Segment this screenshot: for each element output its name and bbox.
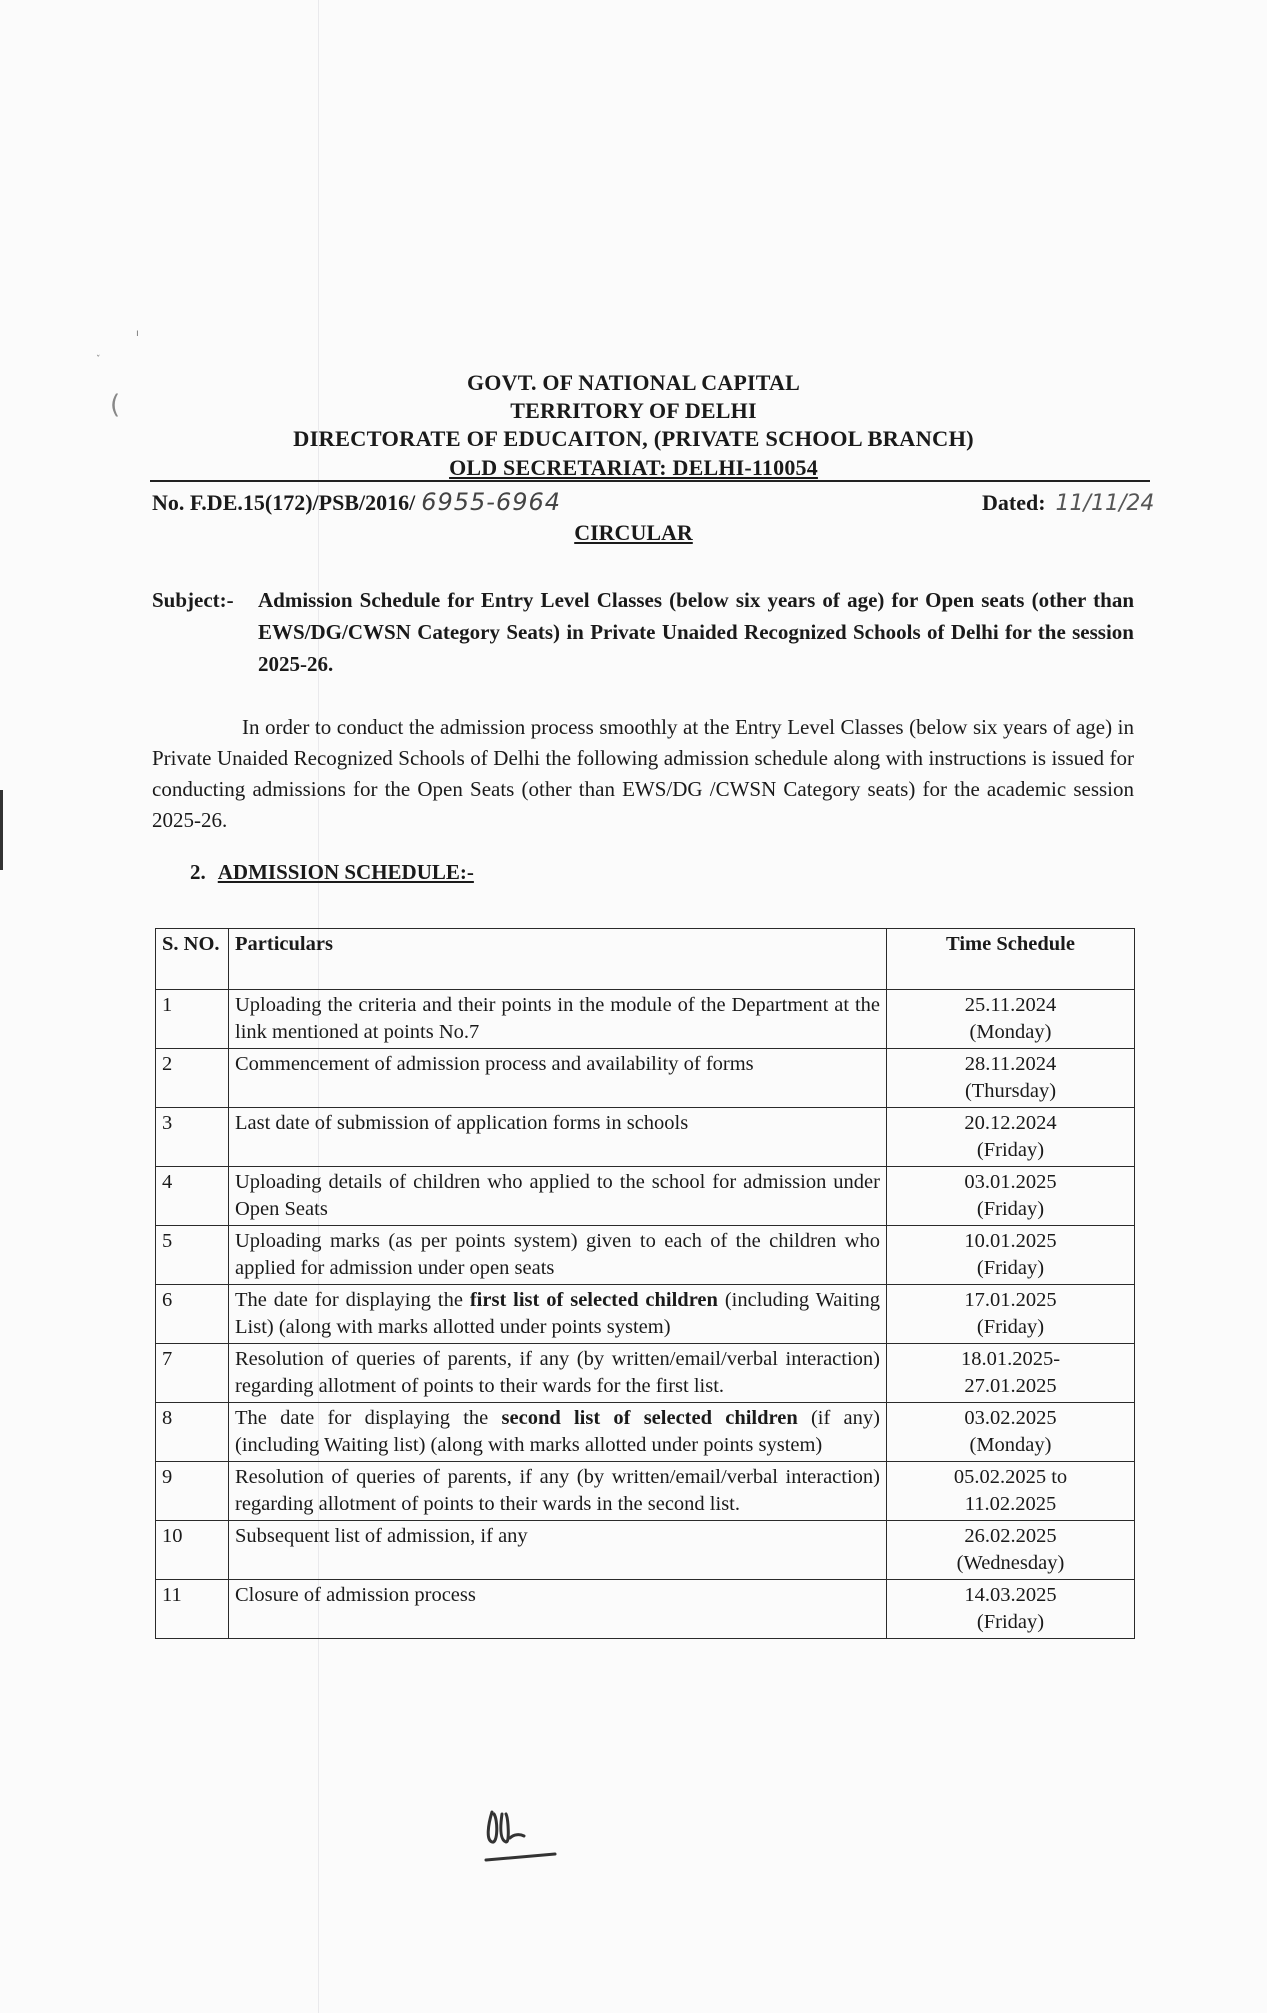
cell-sno: 5 xyxy=(156,1226,229,1285)
table-row xyxy=(156,1462,1135,1521)
subject-label: Subject:- xyxy=(152,588,234,612)
schedule-day: (Friday) xyxy=(976,1316,1045,1338)
particulars-text-cont: (if any) (including Waiting list) (along with marks allotted under points system) xyxy=(235,1407,880,1456)
cell-particulars xyxy=(229,1167,887,1226)
cell-particulars xyxy=(229,1108,887,1167)
header-divider xyxy=(150,480,1150,482)
header-line-territory: TERRITORY OF DELHI xyxy=(510,398,757,423)
schedule-day: (Friday) xyxy=(976,1257,1045,1279)
margin-tick-mark: ı xyxy=(136,328,139,339)
intro-paragraph: In order to conduct the admission process smoothly at the Entry Level Classes (below six years of age) in Private Unaided Recognized Schools of Delhi the following admission schedule along with instructions is issued for conducting admissions for the Open Seats (other than EWS/DG /CWSN Category seats) for the academic session 2025-26. xyxy=(152,715,1134,832)
schedule-date: 14.03.2025 xyxy=(964,1584,1057,1606)
cell-time-schedule xyxy=(887,1580,1135,1639)
header-line-address: OLD SECRETARIAT: DELHI-110054 xyxy=(449,455,818,480)
header-particulars: Particulars xyxy=(229,929,887,990)
cell-particulars xyxy=(229,1462,887,1521)
cell-sno: 7 xyxy=(156,1344,229,1403)
table-row xyxy=(156,1167,1135,1226)
schedule-date: 05.02.2025 to xyxy=(953,1466,1068,1488)
dated-handwritten: 11/11/24 xyxy=(1055,491,1155,516)
table-row xyxy=(156,1580,1135,1639)
dated-label: Dated: xyxy=(982,490,1046,515)
table-header-row xyxy=(156,929,1135,990)
header-line-govt: GOVT. OF NATIONAL CAPITAL xyxy=(467,370,800,395)
schedule-day: (Thursday) xyxy=(964,1080,1057,1102)
header-line-directorate: DIRECTORATE OF EDUCAITON, (PRIVATE SCHOOL BRANCH) xyxy=(293,426,974,451)
section-heading xyxy=(190,860,474,885)
scan-edge-artifact xyxy=(0,790,3,870)
cell-particulars xyxy=(229,1285,887,1344)
cell-time-schedule xyxy=(887,1049,1135,1108)
cell-time-schedule xyxy=(887,1344,1135,1403)
schedule-date: 17.01.2025 xyxy=(964,1289,1057,1311)
margin-bracket-mark: ( xyxy=(110,390,121,420)
admission-schedule-table xyxy=(155,928,1135,1639)
cell-sno: 9 xyxy=(156,1462,229,1521)
section-number: 2. xyxy=(190,860,206,884)
cell-particulars xyxy=(229,1403,887,1462)
schedule-date: 03.01.2025 xyxy=(964,1171,1057,1193)
cell-particulars xyxy=(229,1580,887,1639)
reference-number-handwritten: 6955-6964 xyxy=(421,488,562,516)
particulars-bold-text: second list of selected children xyxy=(501,1407,798,1429)
table-row xyxy=(156,1108,1135,1167)
table-row xyxy=(156,1285,1135,1344)
section-title: ADMISSION SCHEDULE:- xyxy=(217,860,474,884)
cell-sno: 8 xyxy=(156,1403,229,1462)
table-row xyxy=(156,1049,1135,1108)
cell-particulars xyxy=(229,1521,887,1580)
cell-particulars xyxy=(229,990,887,1049)
cell-time-schedule xyxy=(887,1226,1135,1285)
cell-time-schedule xyxy=(887,1285,1135,1344)
schedule-date: 26.02.2025 xyxy=(964,1525,1057,1547)
cell-sno: 10 xyxy=(156,1521,229,1580)
table-row xyxy=(156,1344,1135,1403)
particulars-text: Commencement of admission process and availability of forms xyxy=(235,1053,754,1075)
cell-sno: 1 xyxy=(156,990,229,1049)
cell-time-schedule xyxy=(887,1167,1135,1226)
particulars-text: Resolution of queries of parents, if any (by written/email/verbal interaction) regarding allotment of points to their wards for the first list. xyxy=(235,1348,880,1397)
particulars-text: Closure of admission process xyxy=(235,1584,476,1606)
reference-number-prefix: No. F.DE.15(172)/PSB/2016/ xyxy=(152,490,416,515)
cell-sno: 6 xyxy=(156,1285,229,1344)
particulars-text-cont: (including Waiting List) (along with marks allotted under points system) xyxy=(235,1289,880,1338)
cell-time-schedule xyxy=(887,1462,1135,1521)
cell-particulars xyxy=(229,1226,887,1285)
cell-sno: 2 xyxy=(156,1049,229,1108)
table-row xyxy=(156,1226,1135,1285)
cell-sno: 3 xyxy=(156,1108,229,1167)
schedule-date: 25.11.2024 xyxy=(964,994,1057,1016)
cell-time-schedule xyxy=(887,1108,1135,1167)
schedule-day: (Friday) xyxy=(976,1611,1045,1633)
particulars-text: The date for displaying the xyxy=(235,1407,502,1429)
schedule-date: 03.02.2025 xyxy=(964,1407,1057,1429)
table-row xyxy=(156,1403,1135,1462)
particulars-text: Uploading details of children who applied to the school for admission under Open Seats xyxy=(235,1171,880,1220)
schedule-date: 20.12.2024 xyxy=(964,1112,1057,1134)
schedule-date: 28.11.2024 xyxy=(964,1053,1057,1075)
cell-sno: 4 xyxy=(156,1167,229,1226)
header-time-schedule: Time Schedule xyxy=(887,929,1135,990)
schedule-day: (Monday) xyxy=(969,1021,1052,1043)
cell-particulars xyxy=(229,1049,887,1108)
schedule-day: 11.02.2025 xyxy=(964,1493,1057,1515)
table-row xyxy=(156,990,1135,1049)
cell-sno: 11 xyxy=(156,1580,229,1639)
particulars-text: The date for displaying the xyxy=(235,1289,470,1311)
subject-text: Admission Schedule for Entry Level Classes (below six years of age) for Open seats (other than EWS/DG/CWSN Category Seats) in Private Unaided Recognized Schools of Delhi for the session 2025-26. xyxy=(258,588,1134,676)
cell-time-schedule xyxy=(887,1403,1135,1462)
dated-field xyxy=(982,490,1154,516)
reference-number xyxy=(152,488,561,516)
particulars-bold-text: first list of selected children xyxy=(469,1289,718,1311)
schedule-day: (Wednesday) xyxy=(956,1552,1065,1574)
cell-time-schedule xyxy=(887,1521,1135,1580)
header-sno: S. NO. xyxy=(156,929,229,990)
cell-particulars xyxy=(229,1344,887,1403)
schedule-day: (Friday) xyxy=(976,1139,1045,1161)
circular-title: CIRCULAR xyxy=(574,520,693,545)
schedule-day: (Monday) xyxy=(969,1434,1052,1456)
schedule-day: (Friday) xyxy=(976,1198,1045,1220)
margin-dot-mark: ˇ xyxy=(96,355,101,365)
schedule-day: 27.01.2025 xyxy=(964,1375,1057,1397)
particulars-text: Uploading the criteria and their points in the module of the Department at the link mentioned at points No.7 xyxy=(235,994,880,1043)
schedule-date: 10.01.2025 xyxy=(964,1230,1057,1252)
cell-time-schedule xyxy=(887,990,1135,1049)
schedule-date: 18.01.2025- xyxy=(960,1348,1061,1370)
subject-block xyxy=(152,584,1134,680)
particulars-text: Subsequent list of admission, if any xyxy=(235,1525,528,1547)
signature-icon xyxy=(480,1800,590,1870)
particulars-text: Last date of submission of application forms in schools xyxy=(235,1112,689,1134)
table-row xyxy=(156,1521,1135,1580)
particulars-text: Uploading marks (as per points system) given to each of the children who applied for admission under open seats xyxy=(235,1230,880,1279)
particulars-text: Resolution of queries of parents, if any (by written/email/verbal interaction) regarding allotment of points to their wards in the second list. xyxy=(235,1466,880,1515)
